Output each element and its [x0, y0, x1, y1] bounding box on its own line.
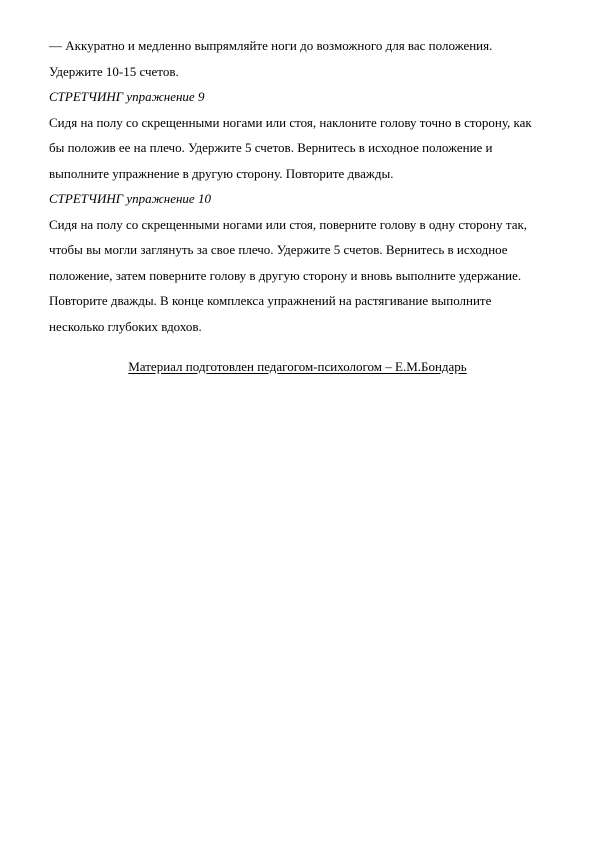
- text-line: бы положив ее на плечо. Удержите 5 счетов. Вернитесь в исходное положение и: [49, 140, 493, 155]
- text-line: положение, затем поверните голову в другую сторону и вновь выполните удержание.: [49, 267, 522, 283]
- text-line: Удержите 10-15 счетов.: [49, 63, 179, 79]
- text-line: Повторите дважды. В конце комплекса упражнений на растягивание выполните: [49, 293, 492, 308]
- document-body: [49, 33, 569, 339]
- text-line: несколько глубоких вдохов.: [49, 318, 202, 334]
- text-line: — Аккуратно и медленно выпрямляйте ноги до возможного для вас положения.: [49, 38, 493, 53]
- exercise-heading: СТРЕТЧИНГ упражнение 9: [49, 89, 205, 104]
- author-signature: [0, 358, 595, 376]
- text-line: чтобы вы могли заглянуть за свое плечо. Удержите 5 счетов. Вернитесь в исходное: [49, 242, 508, 257]
- text-line: выполните упражнение в другую сторону. Повторите дважды.: [49, 165, 394, 181]
- text-line: Сидя на полу со скрещенными ногами или стоя, поверните голову в одну сторону так,: [49, 216, 528, 232]
- text-line: Сидя на полу со скрещенными ногами или стоя, наклоните голову точно в сторону, как: [49, 114, 532, 130]
- exercise-heading: СТРЕТЧИНГ упражнение 10: [49, 191, 211, 206]
- signature-text: Материал подготовлен педагогом-психологом – Е.М.Бондарь: [128, 359, 467, 374]
